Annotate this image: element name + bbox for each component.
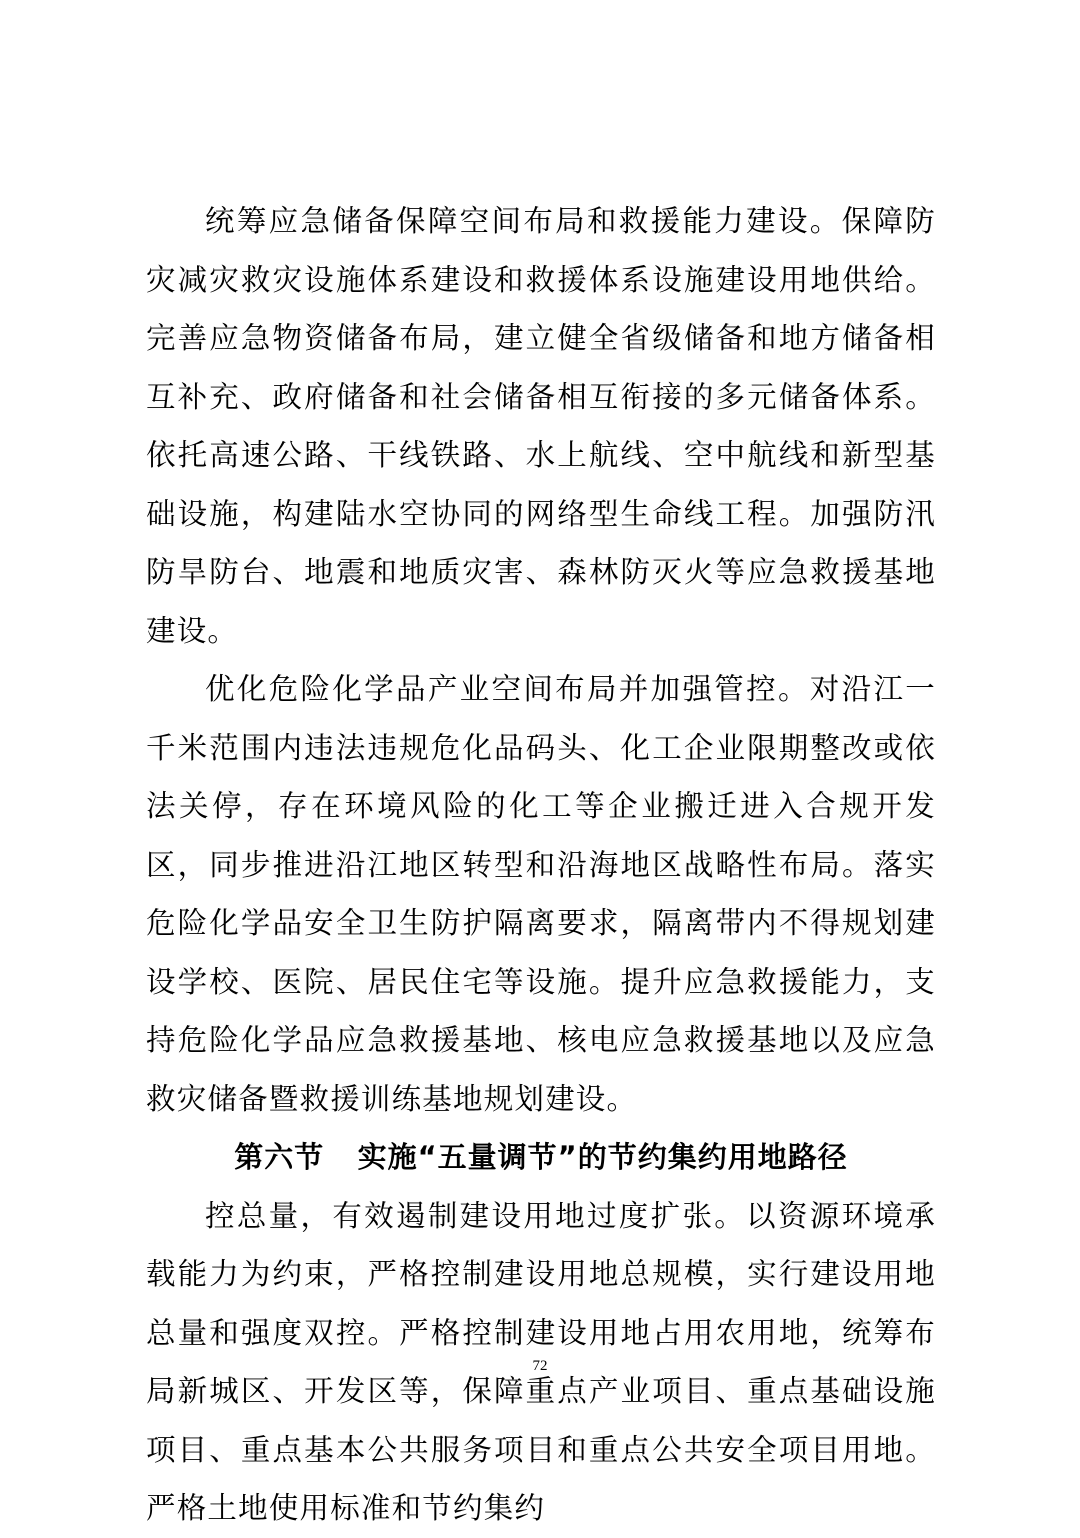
page-body [146,192,936,1538]
section-heading [146,1128,936,1187]
section-number: 第六节 [234,1140,325,1174]
section-title: 实施“五量调节”的节约集约用地路径 [357,1140,848,1174]
paragraph-emergency-reserve: 统筹应急储备保障空间布局和救援能力建设。保障防灾减灾救灾设施体系建设和救援体系设施建设用地供给。完善应急物资储备布局，建立健全省级储备和地方储备相互补充、政府储备和社会储备相互衔接的多元储备体系。依托高速公路、干线铁路、水上航线、空中航线和新型基础设施，构建陆水空协同的网络型生命线工程。加强防汛防旱防台、地震和地质灾害、森林防灭火等应急救援基地建设。 [146,204,936,648]
paragraph-control-total: 控总量，有效遏制建设用地过度扩张。以资源环境承载能力为约束，严格控制建设用地总规模，实行建设用地总量和强度双控。严格控制建设用地占用农用地，统筹布局新城区、开发区等，保障重点产业项目、重点基础设施项目、重点基本公共服务项目和重点公共安全项目用地。严格土地使用标准和节约集约 [146,1198,936,1525]
paragraph-hazardous-chemicals: 优化危险化学品产业空间布局并加强管控。对沿江一千米范围内违法违规危化品码头、化工企业限期整改或依法关停，存在环境风险的化工等企业搬迁进入合规开发区，同步推进沿江地区转型和沿海地区战略性布局。落实危险化学品安全卫生防护隔离要求，隔离带内不得规划建设学校、医院、居民住宅等设施。提升应急救援能力，支持危险化学品应急救援基地、核电应急救援基地以及应急救灾储备暨救援训练基地规划建设。 [146,672,936,1116]
page-number: 72 [532,1358,548,1374]
